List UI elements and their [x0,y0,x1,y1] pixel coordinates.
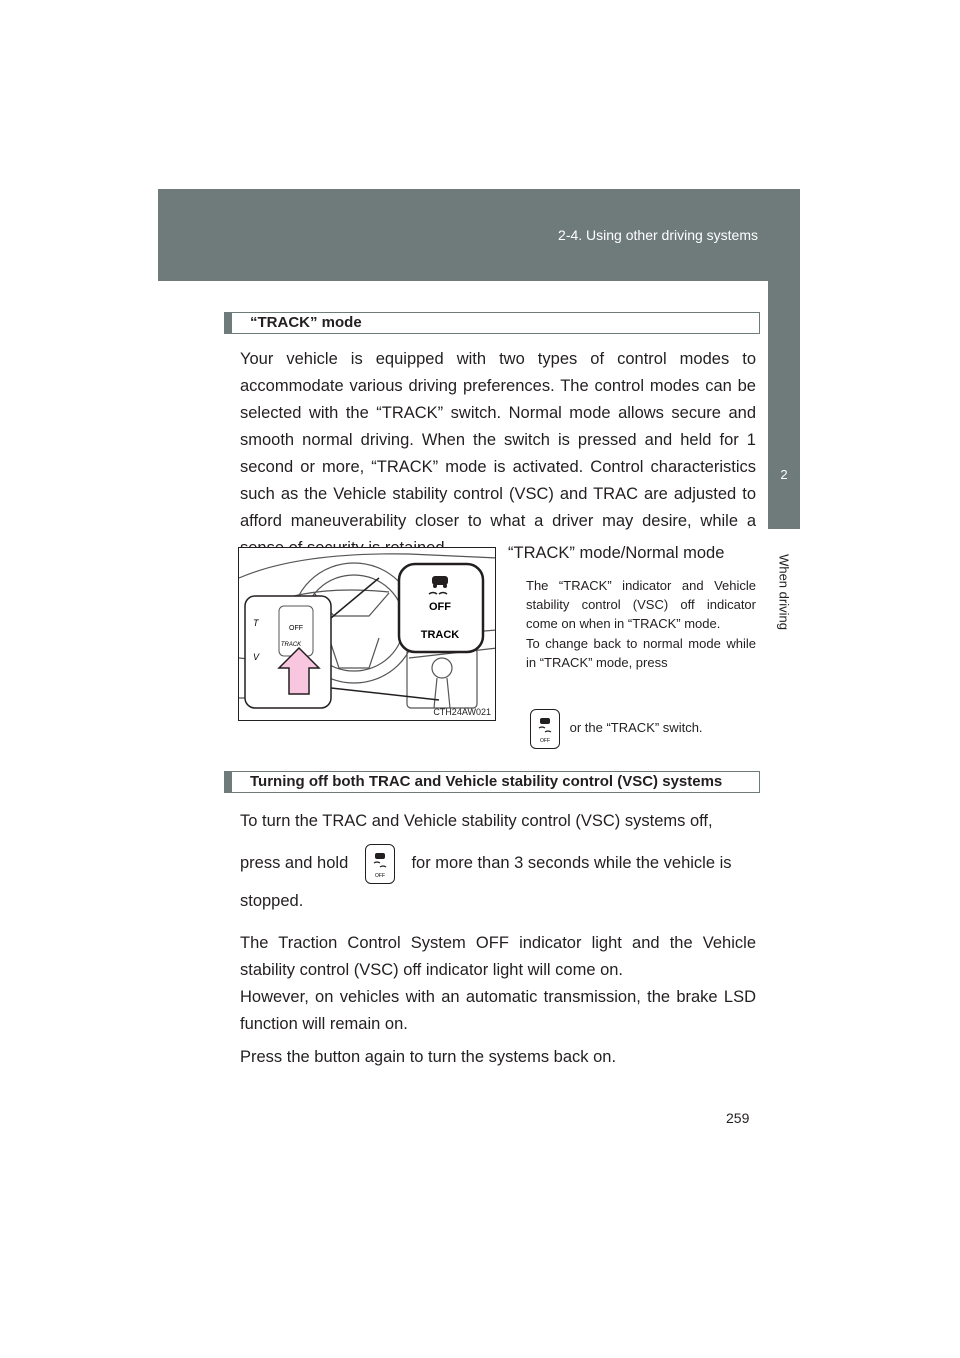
trac-vsc-line-3: stopped. [240,892,304,910]
btn-off-label: OFF [540,737,550,744]
trac-vsc-para-2: The Traction Control System OFF indicator light and the Vehicle stability control (VSC) off indicator light will come on. [240,934,756,979]
figure-caption-text-2: To change back to normal mode while in “TRACK” mode, press [526,636,756,670]
stalk-mark-v: V [253,652,260,662]
chapter-number: 2 [780,467,788,482]
small-track-text: TRACK [280,642,302,648]
trac-vsc-para-4: Press the button again to turn the systems back on. [240,1048,617,1066]
trac-vsc-line-2b: for more than 3 seconds while the vehicle is [411,854,732,872]
track-mode-heading: “TRACK” mode [224,312,760,334]
header-band [158,189,800,281]
chapter-tab [768,281,800,529]
figure-caption-text-3: or the “TRACK” switch. [569,720,703,735]
figure-code: CTH24AW021 [433,707,491,717]
vsc-off-button-icon [530,709,560,749]
figure-caption-text-1: The “TRACK” indicator and Vehicle stability control (VSC) off indicator come on when in “TRACK” mode. [526,578,756,631]
section-title: 2-4. Using other driving systems [558,227,758,243]
page-number: 259 [726,1110,750,1126]
trac-vsc-line-2 [240,842,756,884]
stalk-mark-t: T [253,618,259,628]
vsc-off-button-icon-inline [365,844,395,884]
figure-caption-line-3 [530,708,703,749]
switch-track-text: TRACK [420,629,460,641]
small-off-text: OFF [289,625,303,632]
trac-vsc-off-heading: Turning off both TRAC and Vehicle stability control (VSC) systems [224,771,760,793]
trac-vsc-para-3: However, on vehicles with an automatic transmission, the brake LSD function will remain on. [240,988,756,1033]
figure-caption-title: “TRACK” mode/Normal mode [508,544,725,562]
trac-vsc-line-2a: press and hold [240,854,349,872]
btn-off-label-inline: OFF [374,872,385,879]
chapter-label: When driving [776,554,792,630]
trac-vsc-line-1: To turn the TRAC and Vehicle stability control (VSC) systems off, [240,812,713,830]
chapter-label-wrap [776,537,792,647]
track-switch-illustration [238,547,496,721]
dashboard-drawing [239,548,496,721]
track-mode-body: Your vehicle is equipped with two types of control modes to accommodate various driving preferences. The control modes can be selected with the “TRACK” switch. Normal mode allows secure and smooth normal driving. When the switch is pressed and held for 1 second or more, “TRACK” mode is activated. Control characteristics such as the Vehicle stability control (VSC) and TRAC are adjusted to afford maneuverability closer to what a driver may desire, while a [240,350,756,530]
switch-off-text: OFF [429,601,451,613]
